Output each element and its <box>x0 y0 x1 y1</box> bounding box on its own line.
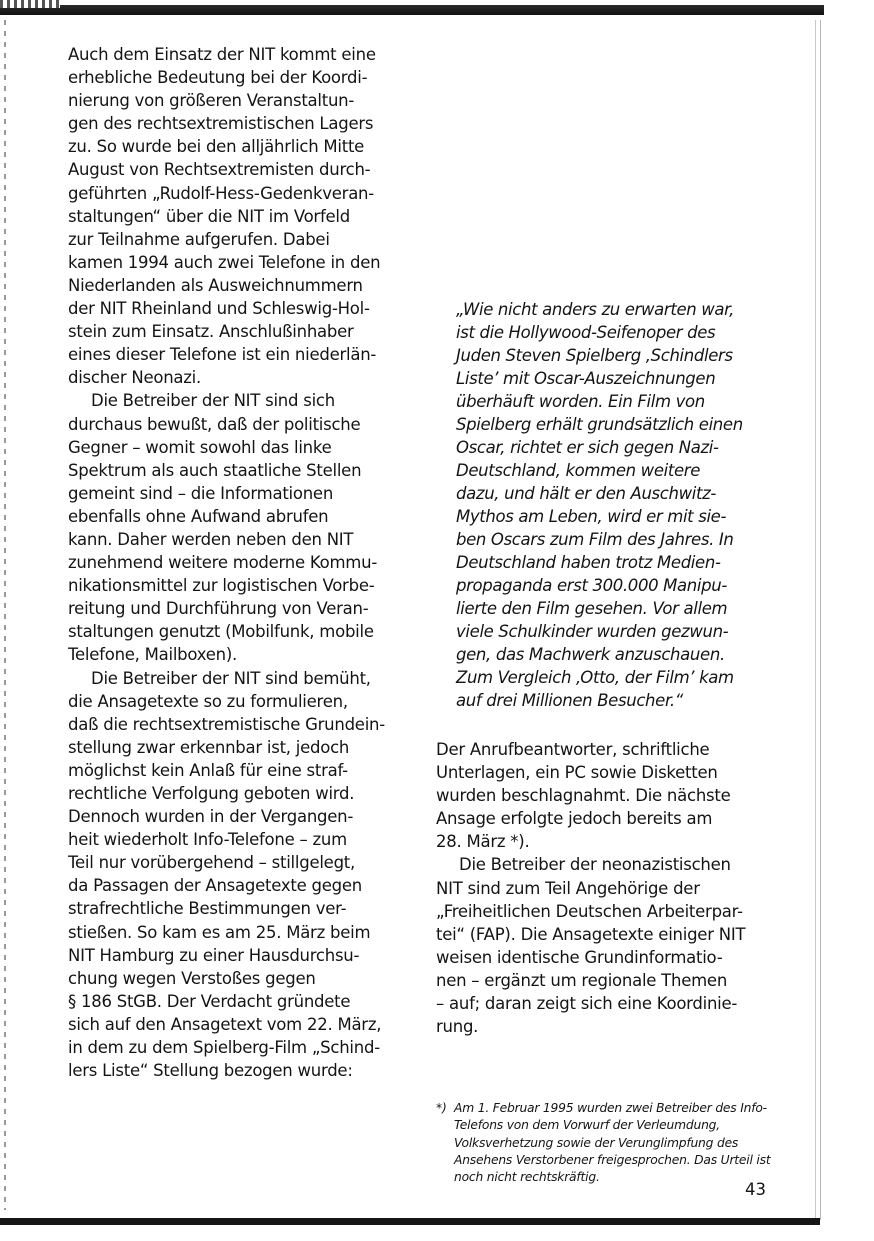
text-line: reitung und Durchführung von Veran- <box>68 599 369 619</box>
footnote <box>436 1100 776 1186</box>
quote-line: gen, das Machwerk anzuschauen. <box>456 645 725 664</box>
quote-line: „Wie nicht anders zu erwarten war, <box>456 300 734 319</box>
text-line: sich auf den Ansagetext vom 22. März, <box>68 1014 382 1034</box>
quote-block <box>456 298 776 712</box>
text-line: die Ansagetexte so zu formulieren, <box>68 691 348 711</box>
text-line: 28. März *). <box>436 832 530 852</box>
text-line: geführten „Rudolf-Hess-Gedenkveran- <box>68 183 374 203</box>
text-line: gen des rechtsextremistischen Lagers <box>68 114 374 134</box>
text-line: daß die rechtsextremistische Grundein- <box>68 714 385 734</box>
text-line: eines dieser Telefone ist ein niederlän- <box>68 345 377 365</box>
text-line: Die Betreiber der neonazistischen <box>459 855 731 875</box>
text-line: NIT sind zum Teil Angehörige der <box>436 878 700 898</box>
text-line: Die Betreiber der NIT sind sich <box>91 391 335 411</box>
text-line: nen – ergänzt um regionale Themen <box>436 970 728 990</box>
quote-line: Deutschland haben trotz Medien- <box>456 553 721 572</box>
text-line: § 186 StGB. Der Verdacht gründete <box>68 991 351 1011</box>
text-line: stießen. So kam es am 25. März beim <box>68 922 371 942</box>
text-line: Ansage erfolgte jedoch bereits am <box>436 809 713 829</box>
right-column <box>436 298 776 1186</box>
text-line: nierung von größeren Veranstaltun- <box>68 91 355 111</box>
quote-line: viele Schulkinder wurden gezwun- <box>456 622 729 641</box>
text-line: Dennoch wurden in der Vergangen- <box>68 807 354 827</box>
text-line: lers Liste“ Stellung bezogen wurde: <box>68 1061 353 1081</box>
quote-line: Juden Steven Spielberg ‚Schindlers <box>456 346 733 365</box>
text-line: in dem zu dem Spielberg-Film „Schind- <box>68 1038 380 1058</box>
text-line: rechtliche Verfolgung geboten wird. <box>68 784 355 803</box>
text-line: nikationsmittel zur logistischen Vorbe- <box>68 576 375 596</box>
right-body-text <box>436 738 776 1038</box>
quote-line: dazu, und hält er den Auschwitz- <box>456 484 717 503</box>
quote-line: propaganda erst 300.000 Manipu- <box>456 576 727 595</box>
text-line: August von Rechtsextremisten durch- <box>68 160 371 180</box>
scan-left-edge <box>4 20 6 1210</box>
quote-line: Oscar, richtet er sich gegen Nazi- <box>456 438 719 457</box>
text-line: Spektrum als auch staatliche Stellen <box>68 460 362 480</box>
text-line: stellung zwar erkennbar ist, jedoch <box>68 737 350 757</box>
text-line: staltungen genutzt (Mobilfunk, mobile <box>68 622 374 642</box>
text-line: Die Betreiber der NIT sind bemüht, <box>91 668 371 688</box>
text-line: „Freiheitlichen Deutschen Arbeiterpar- <box>436 901 743 921</box>
text-line: zu. So wurde bei den alljährlich Mitte <box>68 137 365 157</box>
text-line: NIT Hamburg zu einer Hausdurchsu- <box>68 945 360 965</box>
quote-line: Mythos am Leben, wird er mit sie- <box>456 507 727 526</box>
quote-line: Spielberg erhält grundsätzlich einen <box>456 415 743 434</box>
text-line: Niederlanden als Ausweichnummern <box>68 275 363 295</box>
quote-line: lierte den Film gesehen. Vor allem <box>456 599 728 618</box>
text-line: heit wiederholt Info-Telefone – zum <box>68 830 347 850</box>
text-line: discher Neonazi. <box>68 368 202 388</box>
text-line: weisen identische Grundinformatio- <box>436 947 723 967</box>
text-line: Telefone, Mailboxen). <box>68 645 238 665</box>
quote-line: ist die Hollywood-Seifenoper des <box>456 323 716 342</box>
text-line: – auf; daran zeigt sich eine Koordinie- <box>436 994 738 1014</box>
text-line: chung wegen Verstoßes gegen <box>68 968 316 988</box>
text-line: möglichst kein Anlaß für eine straf- <box>68 760 348 780</box>
scan-top-edge <box>0 5 824 15</box>
text-line: durchaus bewußt, daß der politische <box>68 414 361 434</box>
text-line: Der Anrufbeantworter, schriftliche <box>436 740 710 759</box>
text-line: Auch dem Einsatz der NIT kommt eine <box>68 45 376 64</box>
text-line: tei“ (FAP). Die Ansagetexte einiger NIT <box>436 924 746 944</box>
quote-line: überhäuft worden. Ein Film von <box>456 392 705 411</box>
text-line: strafrechtliche Bestimmungen ver- <box>68 899 347 919</box>
text-line: staltungen“ über die NIT im Vorfeld <box>68 206 350 226</box>
text-line: gemeint sind – die Informationen <box>68 483 334 503</box>
text-line: zunehmend weitere moderne Kommu- <box>68 553 378 573</box>
page-number: 43 <box>745 1180 766 1199</box>
text-line: zur Teilnahme aufgerufen. Dabei <box>68 229 330 249</box>
text-line: ebenfalls ohne Aufwand abrufen <box>68 506 329 526</box>
quote-line: ben Oscars zum Film des Jahres. In <box>456 530 734 549</box>
text-line: Gegner – womit sowohl das linke <box>68 437 332 457</box>
text-line: wurden beschlagnahmt. Die nächste <box>436 786 731 806</box>
scan-right-edge <box>810 20 824 1220</box>
quote-line: auf drei Millionen Besucher.“ <box>456 691 683 710</box>
text-line: Unterlagen, ein PC sowie Disketten <box>436 763 718 783</box>
scan-bottom-edge <box>0 1218 820 1225</box>
quote-line: Zum Vergleich ‚Otto, der Film’ kam <box>456 668 734 687</box>
text-line: rung. <box>436 1017 479 1037</box>
text-line: erhebliche Bedeutung bei der Koordi- <box>68 68 368 88</box>
text-line: der NIT Rheinland und Schleswig-Hol- <box>68 299 370 319</box>
footnote-marker: *) <box>436 1101 447 1116</box>
text-line: Teil nur vorübergehend – stillgelegt, <box>68 853 356 873</box>
text-line: da Passagen der Ansagetexte gegen <box>68 876 362 896</box>
footnote-text: Am 1. Februar 1995 wurden zwei Betreiber des Info-Telefons von dem Vorwurf der Verleumdung, Volksverhetzung sowie der Verunglimpfung des Ansehens Verstorbener freigesprochen. Das Urteil ist noch nicht rechtskräftig. <box>454 1101 771 1185</box>
text-line: stein zum Einsatz. Anschlußinhaber <box>68 322 354 342</box>
left-column <box>68 43 413 1082</box>
text-line: kann. Daher werden neben den NIT <box>68 529 354 549</box>
quote-line: Liste’ mit Oscar-Auszeichnungen <box>456 369 716 388</box>
text-line: kamen 1994 auch zwei Telefone in den <box>68 252 381 272</box>
quote-line: Deutschland, kommen weitere <box>456 461 701 480</box>
